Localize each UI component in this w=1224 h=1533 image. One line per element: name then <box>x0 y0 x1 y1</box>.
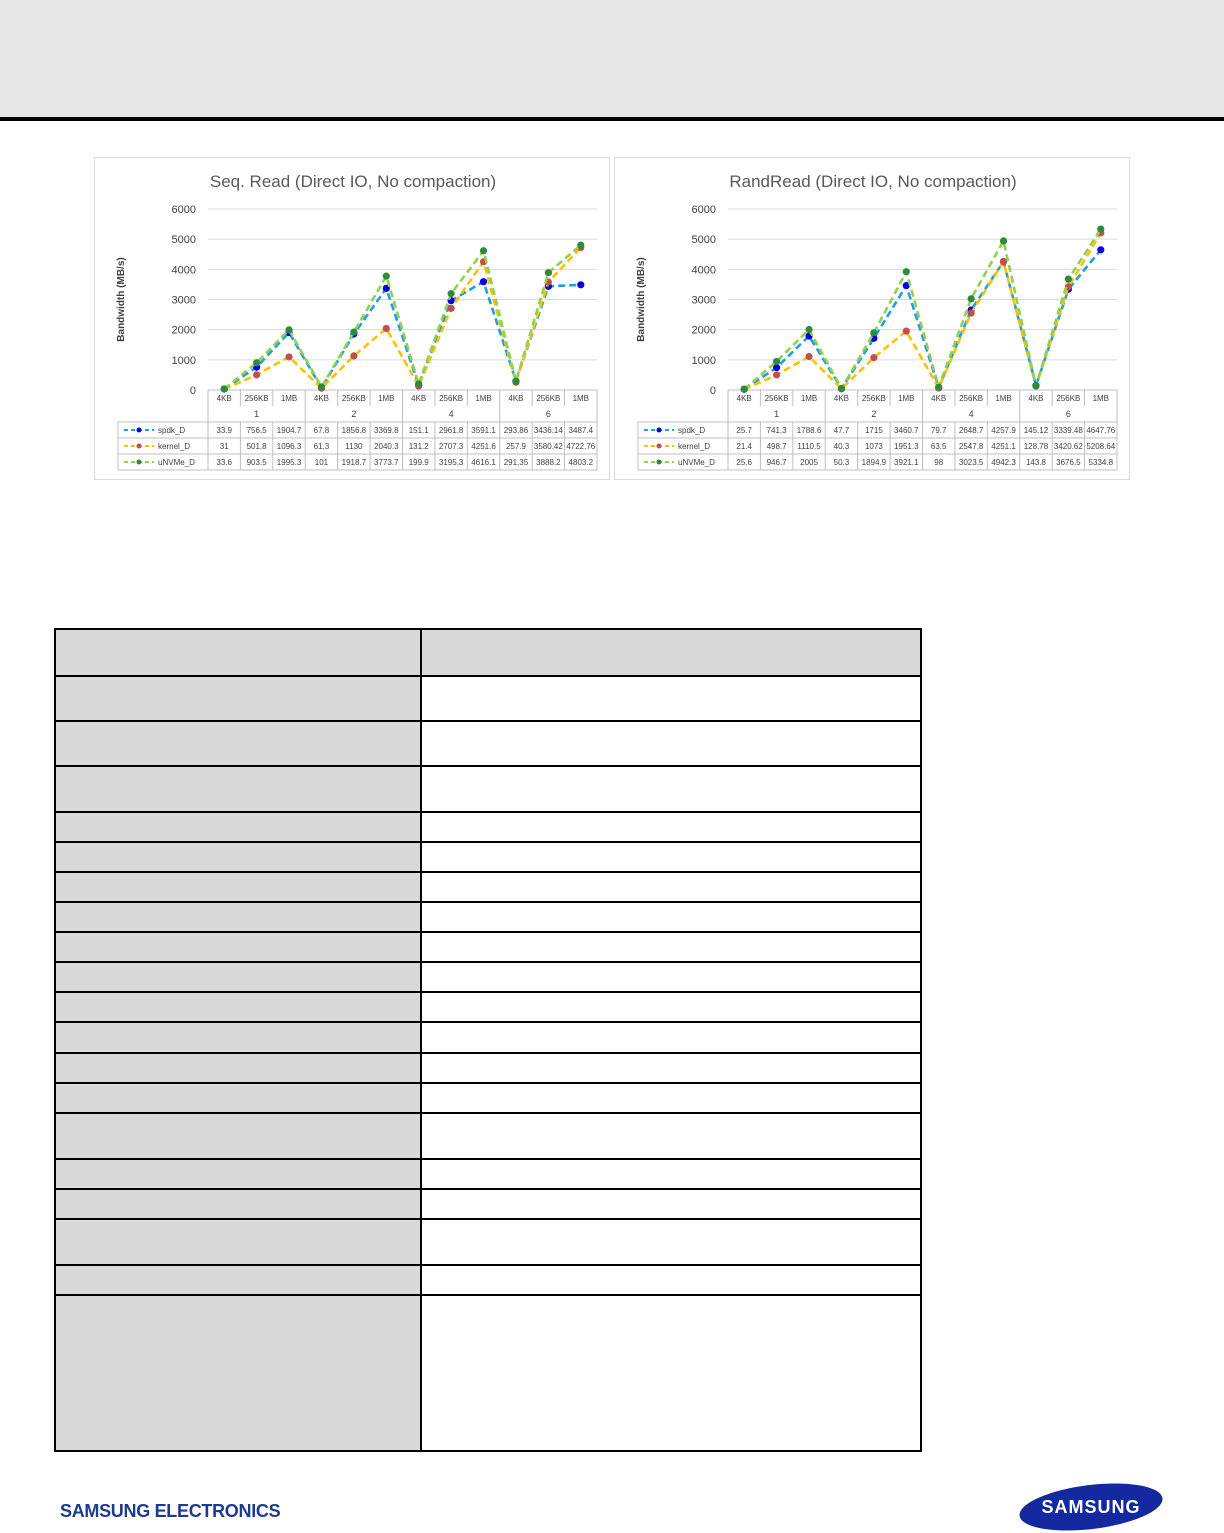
table-value-cell <box>421 962 921 992</box>
table-label-cell <box>55 812 421 842</box>
table-label-cell <box>55 676 421 721</box>
table-label-cell <box>55 1022 421 1052</box>
x-tick-label: 1MB <box>1092 394 1110 403</box>
data-point <box>1032 382 1039 389</box>
y-tick-label: 3000 <box>171 294 196 307</box>
legend-label: spdk_D <box>158 426 186 435</box>
legend-label: uNVMe_D <box>678 458 715 467</box>
x-tick-label: 4KB <box>736 394 752 403</box>
y-tick-label: 4000 <box>171 264 196 277</box>
data-label: 1110.5 <box>797 442 821 451</box>
data-label: 33.6 <box>216 458 232 467</box>
table-row <box>55 932 921 962</box>
data-point <box>350 329 357 336</box>
data-point <box>773 358 780 365</box>
table-label-cell <box>55 1265 421 1295</box>
data-label: 1856.8 <box>341 426 367 435</box>
data-label: 3487.4 <box>568 426 594 435</box>
data-label: 501.8 <box>246 442 267 451</box>
data-label: 128.78 <box>1023 442 1049 451</box>
seq-read-chart-svg <box>95 158 611 481</box>
y-tick-label: 3000 <box>691 294 716 307</box>
data-point <box>903 268 910 275</box>
data-label: 3023.5 <box>958 458 984 467</box>
data-point <box>285 326 292 333</box>
data-point <box>415 380 422 387</box>
data-point <box>1000 237 1007 244</box>
data-point <box>545 269 552 276</box>
table-label-cell <box>55 1219 421 1265</box>
x-tick-label: 1MB <box>378 394 395 403</box>
x-tick-label: 1MB <box>800 394 818 403</box>
data-point <box>480 247 487 254</box>
data-label: 25.7 <box>736 426 752 435</box>
table-row <box>55 812 921 842</box>
y-tick-label: 0 <box>189 385 196 397</box>
x-group-label: 6 <box>545 409 551 419</box>
y-tick-label: 2000 <box>691 324 716 337</box>
table-label-cell <box>55 1295 421 1451</box>
x-tick-label: 1MB <box>572 394 590 403</box>
data-point <box>577 242 584 249</box>
data-point <box>903 328 910 335</box>
table-label-cell <box>55 1083 421 1113</box>
table-row <box>55 1159 921 1189</box>
data-label: 498.7 <box>766 442 787 451</box>
data-label: 50.3 <box>833 458 850 467</box>
x-tick-label: 4KB <box>833 394 850 403</box>
y-tick-label: 5000 <box>691 234 716 247</box>
table-row <box>55 1053 921 1083</box>
data-point <box>448 305 455 312</box>
table-row <box>55 1022 921 1052</box>
data-label: 293.86 <box>503 426 529 435</box>
table-row <box>55 1219 921 1265</box>
data-label: 3195.3 <box>438 458 464 467</box>
table-value-cell <box>421 1159 921 1189</box>
data-label: 4616.1 <box>471 458 496 467</box>
data-label: 3676.5 <box>1056 458 1081 467</box>
y-tick-label: 1000 <box>171 354 196 367</box>
data-label: 3460.7 <box>894 426 919 435</box>
x-tick-label: 1MB <box>995 394 1012 403</box>
data-label: 3888.2 <box>536 458 561 467</box>
table-value-cell <box>421 721 921 766</box>
series-line-spdk_D <box>744 250 1101 389</box>
data-label: 2040.3 <box>374 442 399 451</box>
data-label: 1715 <box>864 426 883 435</box>
data-point <box>1097 246 1104 253</box>
header-rule <box>0 117 1224 121</box>
data-label: 1951.3 <box>894 442 919 451</box>
data-point <box>253 359 260 366</box>
data-label: 101 <box>314 458 329 467</box>
data-label: 291.35 <box>503 458 529 467</box>
table-row <box>55 1265 921 1295</box>
data-label: 2547.8 <box>958 442 984 451</box>
table-value-cell <box>421 766 921 811</box>
data-label: 1096.3 <box>276 442 302 451</box>
y-tick-label: 5000 <box>171 234 196 247</box>
data-label: 3339.48 <box>1053 426 1083 435</box>
table-value-cell <box>421 676 921 721</box>
data-label: 3921.1 <box>894 458 919 467</box>
chart-title: Seq. Read (Direct IO, No compaction) <box>209 172 497 191</box>
data-label: 4722.76 <box>566 442 596 451</box>
data-label: 4251.6 <box>471 442 496 451</box>
table-row <box>55 676 921 721</box>
table-label-cell <box>55 1189 421 1219</box>
table-label-cell <box>55 1159 421 1189</box>
table-row <box>55 766 921 811</box>
data-point <box>253 371 260 378</box>
data-label: 151.1 <box>408 426 429 435</box>
y-axis-label: Bandwidth (MB/s) <box>636 257 647 342</box>
data-label: 3436.14 <box>533 426 563 435</box>
data-point <box>1000 258 1007 265</box>
data-label: 199.9 <box>408 458 429 467</box>
data-point <box>741 386 748 393</box>
table-row <box>55 842 921 872</box>
data-label: 3773.7 <box>374 458 399 467</box>
data-point <box>577 281 584 288</box>
randread-chart-svg <box>615 158 1131 481</box>
table-value-cell <box>421 902 921 932</box>
data-label: 33.9 <box>216 426 232 435</box>
data-point <box>318 383 325 390</box>
table-row <box>55 1189 921 1219</box>
legend-marker <box>137 428 142 433</box>
randread-chart <box>614 157 1130 480</box>
table-row <box>55 1083 921 1113</box>
data-point <box>805 353 812 360</box>
data-label: 98 <box>934 458 944 467</box>
spec-table-header-row <box>55 629 921 676</box>
data-point <box>870 354 877 361</box>
legend-label: spdk_D <box>678 426 706 435</box>
y-tick-label: 2000 <box>171 324 196 337</box>
x-tick-label: 1MB <box>280 394 298 403</box>
table-value-cell <box>421 872 921 902</box>
data-label: 1788.6 <box>796 426 822 435</box>
table-value-cell <box>421 812 921 842</box>
table-value-cell <box>421 1265 921 1295</box>
data-point <box>350 352 357 359</box>
data-point <box>480 278 487 285</box>
data-point <box>285 353 292 360</box>
table-label-cell <box>55 842 421 872</box>
data-label: 1918.7 <box>341 458 367 467</box>
table-value-cell <box>421 1022 921 1052</box>
table-value-cell <box>421 1295 921 1451</box>
data-label: 25.6 <box>736 458 752 467</box>
y-tick-label: 6000 <box>691 204 716 216</box>
legend-marker <box>657 428 662 433</box>
x-tick-label: 4KB <box>313 394 330 403</box>
data-point <box>805 326 812 333</box>
samsung-logo <box>1018 1482 1164 1532</box>
data-label: 67.8 <box>313 426 330 435</box>
data-label: 5334.8 <box>1088 458 1114 467</box>
data-label: 1894.9 <box>861 458 887 467</box>
seq-read-chart <box>94 157 610 480</box>
data-label: 131.2 <box>408 442 429 451</box>
table-label-cell <box>55 932 421 962</box>
x-tick-label: 1MB <box>475 394 492 403</box>
data-label: 4942.3 <box>991 458 1016 467</box>
data-label: 1130 <box>345 442 363 451</box>
data-label: 63.5 <box>930 442 947 451</box>
x-group-label: 2 <box>351 409 357 419</box>
data-point <box>1097 225 1104 232</box>
x-tick-label: 1MB <box>898 394 915 403</box>
table-label-cell <box>55 902 421 932</box>
table-label-cell <box>55 1053 421 1083</box>
legend-marker <box>137 460 142 465</box>
data-label: 31 <box>219 442 229 451</box>
chart-title: RandRead (Direct IO, No compaction) <box>729 172 1017 191</box>
x-group-label: 4 <box>968 409 974 419</box>
x-tick-label: 256KB <box>861 394 886 403</box>
data-label: 946.7 <box>766 458 787 467</box>
data-label: 2648.7 <box>958 426 984 435</box>
data-point <box>383 273 390 280</box>
data-point <box>838 385 845 392</box>
table-value-cell <box>421 932 921 962</box>
y-tick-label: 0 <box>709 385 716 397</box>
data-label: 2707.3 <box>438 442 464 451</box>
series-line-uNVMe_D <box>224 245 581 389</box>
table-value-cell <box>421 1189 921 1219</box>
data-label: 40.3 <box>833 442 850 451</box>
table-label-cell <box>55 721 421 766</box>
legend-marker <box>137 444 142 449</box>
series-line-kernel_D <box>744 233 1101 390</box>
y-tick-label: 6000 <box>171 204 196 216</box>
table-value-cell <box>421 992 921 1022</box>
data-label: 3591.1 <box>471 426 496 435</box>
table-label-cell <box>55 992 421 1022</box>
x-tick-label: 256KB <box>959 394 984 403</box>
legend-marker <box>657 444 662 449</box>
data-label: 1904.7 <box>276 426 302 435</box>
data-label: 2961.8 <box>438 426 464 435</box>
data-label: 2005 <box>800 458 818 467</box>
spec-table <box>54 628 922 1452</box>
data-label: 4647.76 <box>1086 426 1116 435</box>
data-label: 79.7 <box>930 426 947 435</box>
data-point <box>870 329 877 336</box>
data-point <box>935 383 942 390</box>
x-group-label: 6 <box>1065 409 1071 419</box>
y-tick-label: 1000 <box>691 354 716 367</box>
x-group-label: 1 <box>254 409 260 419</box>
x-tick-label: 4KB <box>508 394 524 403</box>
data-label: 3369.8 <box>374 426 399 435</box>
table-value-cell <box>421 842 921 872</box>
data-point <box>773 371 780 378</box>
data-label: 3420.62 <box>1053 442 1083 451</box>
y-tick-label: 4000 <box>691 264 716 277</box>
data-label: 61.3 <box>313 442 330 451</box>
x-tick-label: 256KB <box>439 394 464 403</box>
x-group-label: 2 <box>871 409 877 419</box>
x-group-label: 4 <box>448 409 454 419</box>
footer-brand: SAMSUNG ELECTRONICS <box>60 1501 281 1521</box>
x-tick-label: 256KB <box>1056 394 1081 403</box>
series-line-kernel_D <box>224 248 581 390</box>
data-label: 903.5 <box>246 458 267 467</box>
table-row <box>55 1295 921 1451</box>
spec-table-header-label-cell <box>55 629 421 676</box>
data-point <box>221 385 228 392</box>
data-label: 756.5 <box>246 426 267 435</box>
legend-marker <box>657 460 662 465</box>
series-line-spdk_D <box>224 282 581 389</box>
table-value-cell <box>421 1219 921 1265</box>
x-tick-label: 4KB <box>216 394 232 403</box>
table-value-cell <box>421 1053 921 1083</box>
table-value-cell <box>421 1113 921 1159</box>
y-axis-label: Bandwidth (MB/s) <box>116 257 127 342</box>
spec-table-header-value-cell <box>421 629 921 676</box>
table-value-cell <box>421 1083 921 1113</box>
x-tick-label: 4KB <box>931 394 947 403</box>
header-band <box>0 0 1224 117</box>
samsung-logo-text: SAMSUNG <box>1041 1497 1141 1517</box>
data-label: 1995.3 <box>276 458 302 467</box>
table-row <box>55 992 921 1022</box>
data-point <box>512 378 519 385</box>
x-tick-label: 4KB <box>411 394 427 403</box>
data-point <box>968 310 975 317</box>
x-tick-label: 256KB <box>536 394 561 403</box>
table-row <box>55 1113 921 1159</box>
data-label: 4251.1 <box>991 442 1016 451</box>
data-label: 741.3 <box>766 426 787 435</box>
table-label-cell <box>55 962 421 992</box>
data-label: 1073 <box>864 442 883 451</box>
x-tick-label: 256KB <box>764 394 789 403</box>
data-label: 4803.2 <box>568 458 594 467</box>
data-point <box>383 325 390 332</box>
data-label: 3580.42 <box>533 442 563 451</box>
table-row <box>55 902 921 932</box>
data-label: 47.7 <box>833 426 850 435</box>
legend-label: uNVMe_D <box>158 458 195 467</box>
x-tick-label: 4KB <box>1028 394 1044 403</box>
x-group-label: 1 <box>774 409 780 419</box>
data-label: 143.8 <box>1025 458 1046 467</box>
x-tick-label: 256KB <box>341 394 366 403</box>
data-label: 21.4 <box>736 442 752 451</box>
data-label: 257.9 <box>505 442 526 451</box>
table-row <box>55 721 921 766</box>
series-line-uNVMe_D <box>744 229 1101 389</box>
data-label: 5208.64 <box>1086 442 1116 451</box>
x-tick-label: 256KB <box>244 394 269 403</box>
table-row <box>55 962 921 992</box>
table-row <box>55 872 921 902</box>
legend-label: kernel_D <box>158 442 191 451</box>
legend-label: kernel_D <box>678 442 711 451</box>
data-label: 145.12 <box>1023 426 1049 435</box>
data-label: 4257.9 <box>991 426 1016 435</box>
data-point <box>1065 275 1072 282</box>
data-point <box>448 290 455 297</box>
data-point <box>968 295 975 302</box>
table-label-cell <box>55 1113 421 1159</box>
table-label-cell <box>55 766 421 811</box>
table-label-cell <box>55 872 421 902</box>
